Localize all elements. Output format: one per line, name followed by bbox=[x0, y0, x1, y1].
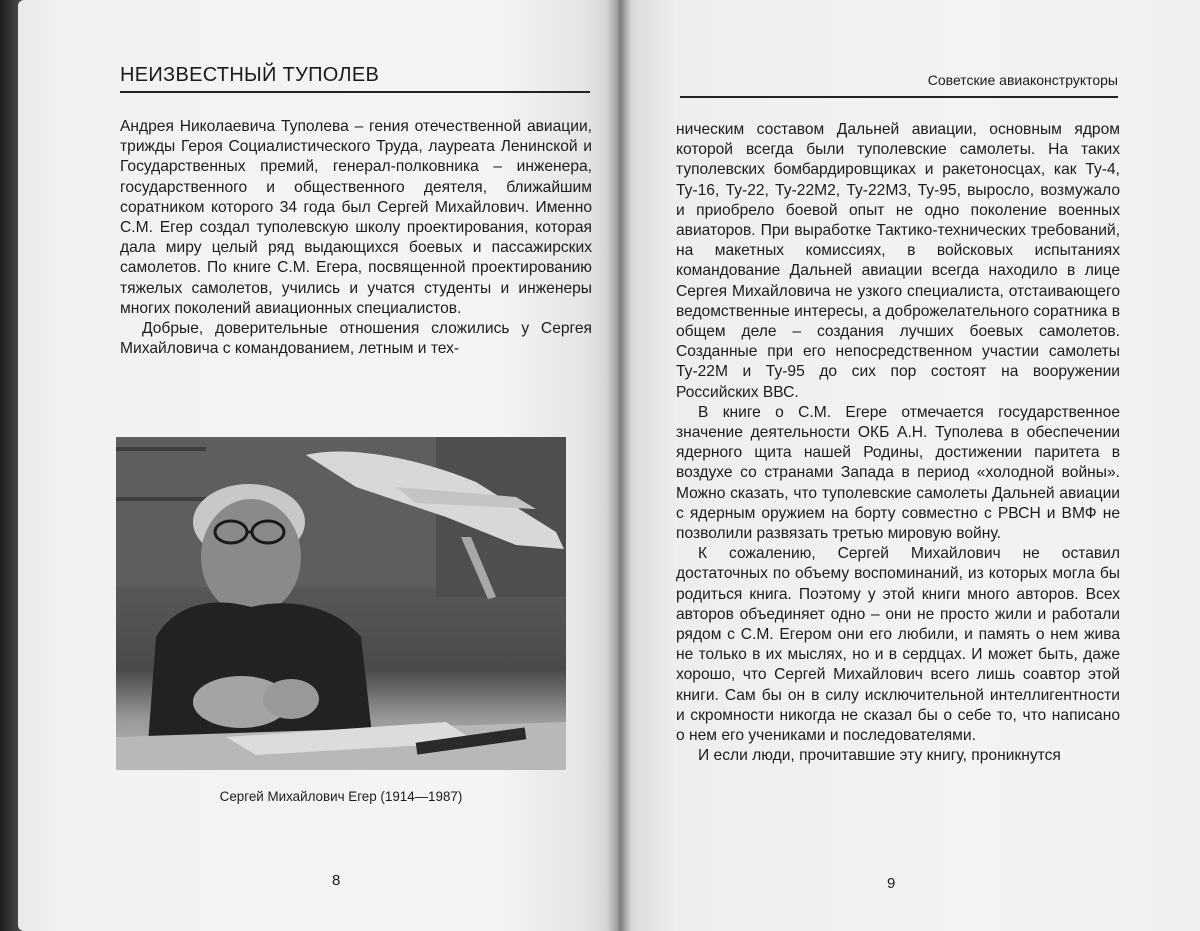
page-number-left: 8 bbox=[332, 872, 341, 889]
page-number-right: 9 bbox=[887, 875, 896, 892]
header-rule-left bbox=[120, 91, 590, 93]
right-page-body bbox=[676, 120, 1120, 767]
right-page bbox=[618, 0, 1200, 931]
header-rule-right bbox=[680, 96, 1118, 98]
left-page bbox=[18, 0, 618, 931]
right-paragraph-1: ническим составом Дальней авиации, основным ядром которой всегда были туполевские самолеты. На таких туполевских бомбардировщиках и ракетоносцах, как Ту-4, Ту-16, Ту-22, Ту-22М2, Ту-22М3, Ту-95, выросло, возмужало и приобрело боевой опыт не одно поколение военных авиаторов. При выработке Тактико-технических требований, на макетных комиссиях, в войсковых испытаниях командование Дальней авиации всегда находило в лице Сергея Михайловича не узкого специалиста, отстаивающего ведомственные интересы, а доброжелательного соратника в общем деле – создания лучших боевых самолетов. Созданные при его непосредственном участии самолеты Ту-22М и Ту-95 до сих пор состоят на вооружении Российских ВВС. bbox=[676, 121, 1120, 401]
scan-edge bbox=[0, 0, 20, 931]
left-paragraph-2: Добрые, доверительные отношения сложились у Сергея Михайловича с командованием, летным и тех- bbox=[120, 320, 592, 358]
photo-caption: Сергей Михайлович Егер (1914—1987) bbox=[219, 789, 463, 804]
right-paragraph-2: В книге о С.М. Егере отмечается государственное значение деятельности ОКБ А.Н. Туполева в обеспечении ядерного щита нашей Родины, достижении паритета в воздухе со странами Запада в период «холодной войны». Можно сказать, что туполевские самолеты Дальней авиации с ядерным оружием на борту совместно с РВСН и ВМФ не позволили развязать третью мировую войну. bbox=[676, 403, 1120, 543]
running-head-right: Советские авиаконструкторы bbox=[927, 72, 1118, 88]
right-paragraph-4: И если люди, прочитавшие эту книгу, проникнутся bbox=[698, 747, 1061, 765]
right-paragraph-3: К сожалению, Сергей Михайлович не оставил достаточных по объему воспоминаний, из которых могла бы родиться книга. Поэтому у этой книги много авторов. Всех авторов объединяет одно – они не просто жили и работали рядом с С.М. Егером они его любили, и память о нем жива не только в их мыслях, но и в сердцах. И может быть, даже хорошо, что Сергей Михайлович всего лишь соавтор этой книги. Сам бы он в силу исключительной интеллигентности и скромности никогда не сказал бы о себе то, что написано о нем его учениками и последователями. bbox=[676, 545, 1120, 745]
left-paragraph-1: Андрея Николаевича Туполева – гения отечественной авиации, трижды Героя Социалистического Труда, лауреата Ленинской и Государственных премий, генерал-полковника – инженера, государственного и общественного деятеля, ближайшим соратником которого 34 года был Сергей Михайлович. Именно С.М. Егер создал туполевскую школу проектирования, которая дала миру целый ряд выдающихся боевых и пассажирских самолетов. По книге С.М. Егера, посвященной проектированию тяжелых самолетов, учились и учатся студенты и инженеры многих поколений авиационных специалистов. bbox=[120, 118, 592, 317]
portrait-photo bbox=[116, 437, 566, 770]
left-page-body bbox=[120, 117, 592, 359]
running-head-left: НЕИЗВЕСТНЫЙ ТУПОЛЕВ bbox=[120, 64, 380, 86]
book-gutter bbox=[607, 0, 631, 931]
portrait-illustration bbox=[116, 437, 566, 770]
